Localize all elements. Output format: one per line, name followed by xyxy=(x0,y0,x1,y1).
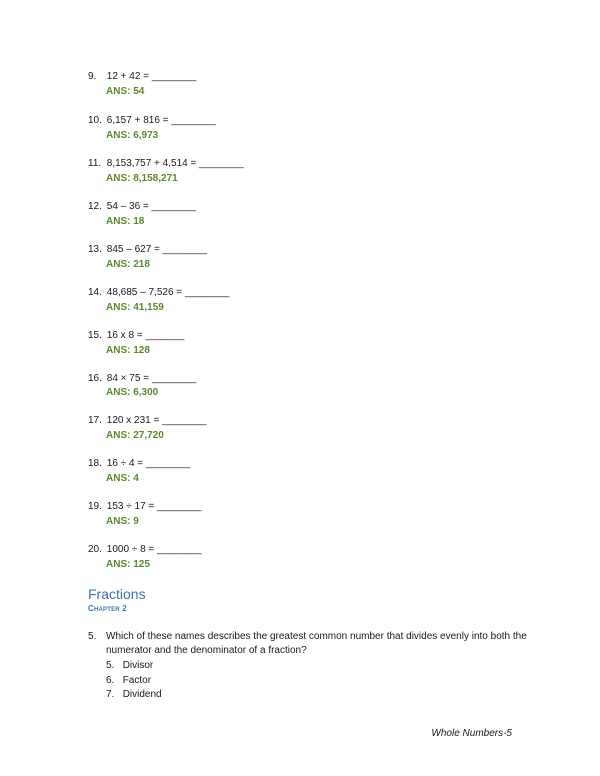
option-label: Factor xyxy=(122,675,152,686)
answer-11: ANS: 8,158,271 xyxy=(106,173,178,184)
problem-expression: 1000 ÷ 8 = ________ xyxy=(106,544,202,555)
problem-18 xyxy=(88,457,190,471)
problem-expression: 8,153,757 + 4,514 = ________ xyxy=(106,158,244,169)
option-number: 5. xyxy=(106,660,115,671)
question-5 xyxy=(88,630,528,658)
option-label: Divisor xyxy=(122,660,154,671)
chapter-label: Chapter 2 xyxy=(88,604,127,613)
problem-15 xyxy=(88,329,184,343)
answer-19: ANS: 9 xyxy=(106,516,139,527)
answer-18: ANS: 4 xyxy=(106,473,139,484)
problem-number: 19. xyxy=(88,501,102,512)
problem-number: 13. xyxy=(88,244,102,255)
problem-number: 15. xyxy=(88,330,102,341)
problem-expression: 54 – 36 = ________ xyxy=(106,201,197,212)
problem-10 xyxy=(88,114,216,128)
option-number: 6. xyxy=(106,675,115,686)
option-factor xyxy=(106,674,151,688)
problem-number: 11. xyxy=(88,158,102,169)
problem-expression: 16 x 8 = _______ xyxy=(106,330,185,341)
problem-expression: 845 – 627 = ________ xyxy=(106,244,208,255)
option-label: Dividend xyxy=(122,689,162,700)
problem-number: 10. xyxy=(88,115,102,126)
problem-19 xyxy=(88,500,202,514)
answer-9: ANS: 54 xyxy=(106,86,145,97)
problem-number: 12. xyxy=(88,201,102,212)
option-number: 7. xyxy=(106,689,115,700)
answer-14: ANS: 41,159 xyxy=(106,302,164,313)
problem-expression: 6,157 + 816 = ________ xyxy=(106,115,216,126)
problem-11 xyxy=(88,157,244,171)
problem-16 xyxy=(88,372,196,386)
problem-17 xyxy=(88,414,207,428)
problem-expression: 120 x 231 = ________ xyxy=(106,415,207,426)
page-footer: Whole Numbers-5 xyxy=(431,728,512,739)
answer-20: ANS: 125 xyxy=(106,559,150,570)
problem-9 xyxy=(88,70,196,84)
answer-16: ANS: 6,300 xyxy=(106,387,159,398)
problem-expression: 84 × 75 = ________ xyxy=(106,373,197,384)
answer-13: ANS: 218 xyxy=(106,259,150,270)
problem-expression: 48,685 – 7,526 = ________ xyxy=(106,287,230,298)
option-divisor xyxy=(106,659,153,673)
problem-13 xyxy=(88,243,207,257)
problem-number: 17. xyxy=(88,415,102,426)
answer-17: ANS: 27,720 xyxy=(106,430,164,441)
problem-expression: 16 ÷ 4 = ________ xyxy=(106,458,191,469)
problem-12 xyxy=(88,200,196,214)
question-text: Which of these names describes the greatest common number that divides evenly into both the numerator and the denominator of a fraction? xyxy=(106,631,527,656)
section-title: Fractions xyxy=(88,586,146,602)
problem-number: 9. xyxy=(88,71,97,82)
problem-expression: 12 + 42 = ________ xyxy=(106,71,197,82)
answer-15: ANS: 128 xyxy=(106,345,150,356)
problem-number: 18. xyxy=(88,458,102,469)
problem-number: 16. xyxy=(88,373,102,384)
answer-10: ANS: 6,973 xyxy=(106,130,159,141)
option-dividend xyxy=(106,688,162,702)
problem-14 xyxy=(88,286,229,300)
problem-number: 14. xyxy=(88,287,102,298)
question-number: 5. xyxy=(88,631,97,642)
problem-20 xyxy=(88,543,202,557)
problem-expression: 153 ÷ 17 = ________ xyxy=(106,501,202,512)
problem-number: 20. xyxy=(88,544,102,555)
answer-12: ANS: 18 xyxy=(106,216,145,227)
